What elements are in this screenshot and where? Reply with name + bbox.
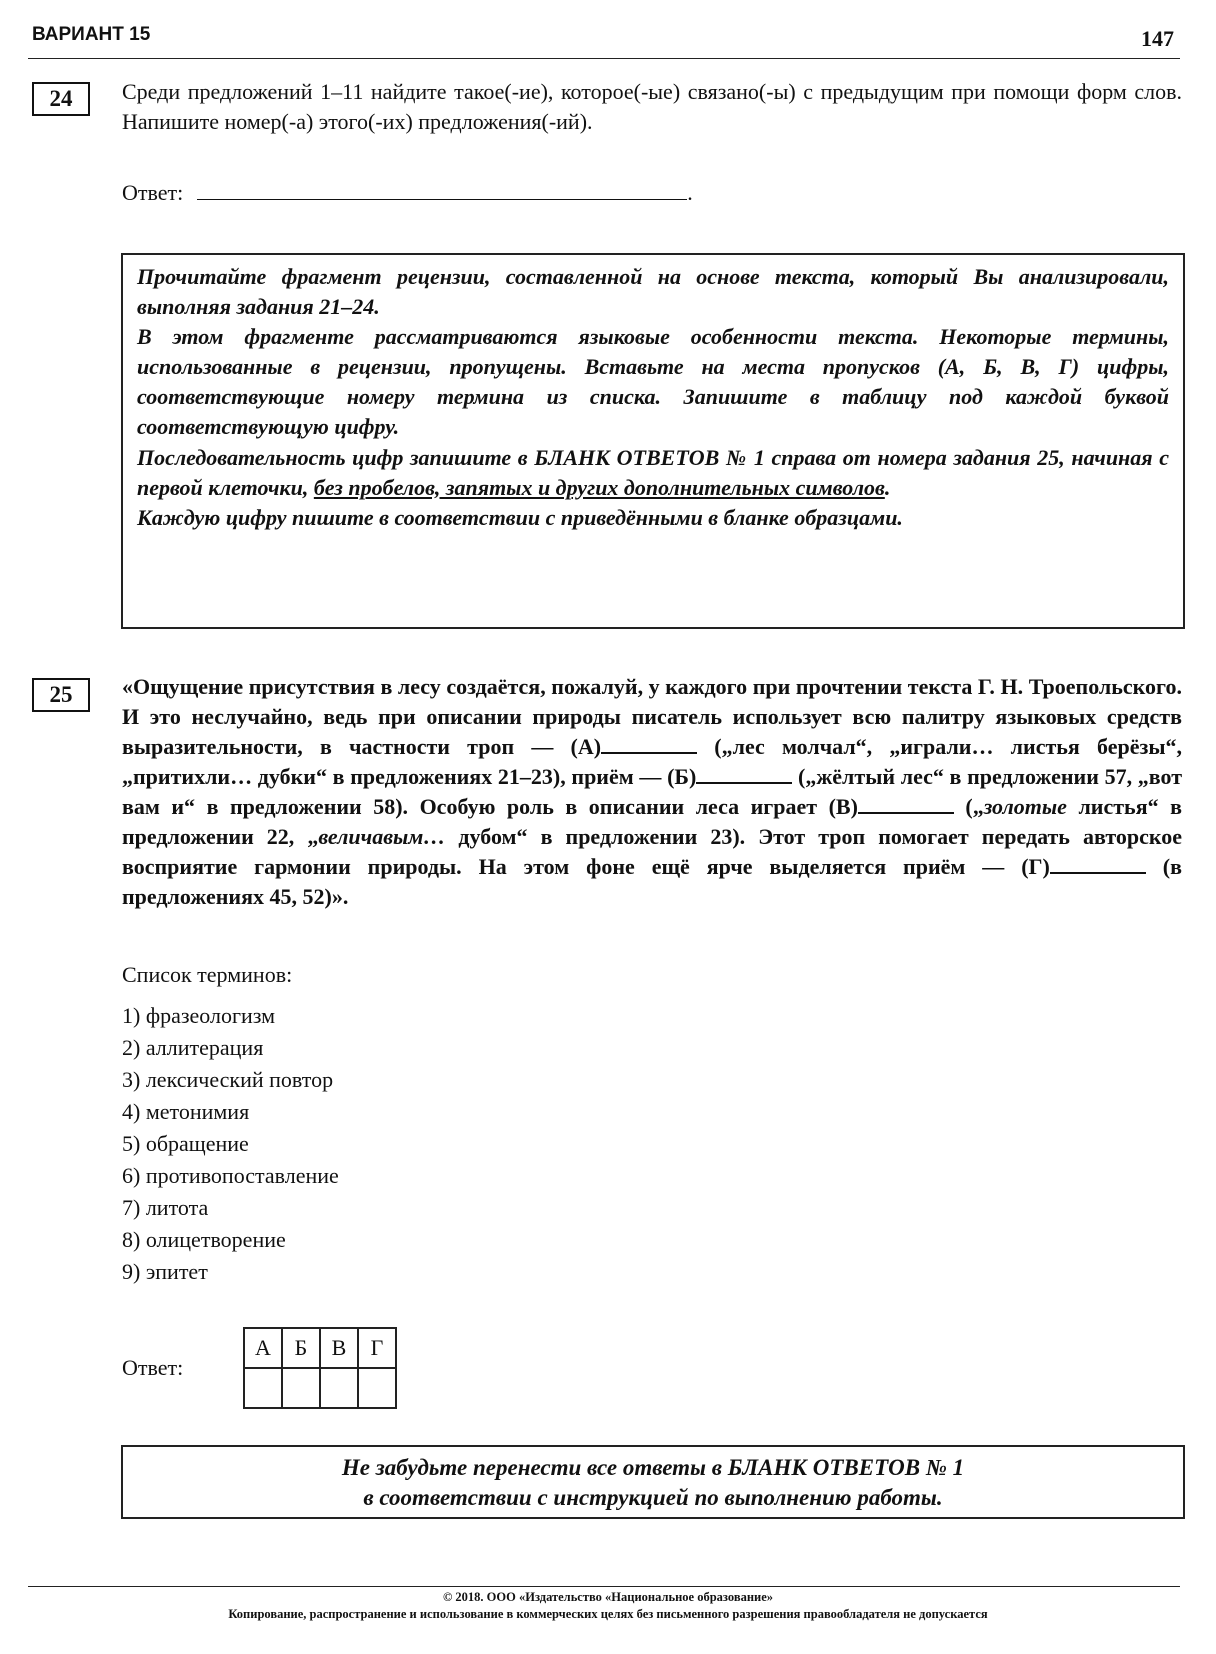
blank-b [696, 762, 792, 784]
instructions-p3 [137, 443, 1169, 503]
answer-cell-g[interactable] [358, 1368, 396, 1408]
footer-notice: Копирование, распространение и использование в коммерческих целях без письменного разрешения правообладателя не допускается [228, 1607, 988, 1621]
answer-cell-v[interactable] [320, 1368, 358, 1408]
answer-table [243, 1327, 397, 1409]
task-24-question: Среди предложений 1–11 найдите такое(-ие), которое(-ые) связано(-ы) с предыдущим при помощи форм слов. Напишите номер(-а) этого(-их) предложения(-ий). [122, 79, 1182, 134]
instructions-p3-end: . [884, 474, 891, 500]
term-item: 8) олицетворение [122, 1227, 286, 1252]
task-25-number: 25 [32, 678, 90, 712]
reminder-box [121, 1445, 1185, 1519]
passage-seg2: („лес молчал“, „играли… листья берёзы“, „притихли… дубки“ в предложениях 21–23), приём — (Б) [122, 734, 1183, 789]
task-24-answer [122, 177, 693, 206]
instructions-p3-start: Последовательность цифр запишите в БЛАНК ОТВЕТОВ № 1 справа от номера задания 25, начиная с первой клеточки, [137, 444, 1169, 500]
term-item: 5) обращение [122, 1131, 249, 1156]
passage-seg4c: дубом“ в предложении 23). Этот троп помогает передать авторское восприятие гармонии природы. На этом фоне ещё ярче выделяется приём — (Г) [122, 824, 1182, 879]
footer-divider [28, 1586, 1180, 1587]
footer-copyright: © 2018. ООО «Издательство «Национальное образование» [442, 1590, 774, 1604]
passage-italic-2: величавым… [318, 824, 446, 849]
passage-seg4a: („ [953, 794, 984, 819]
instructions-p1: Прочитайте фрагмент рецензии, составленной на основе текста, который Вы анализировали, выполняя задания 21–24. [137, 264, 1169, 320]
answer-header-b: Б [282, 1328, 320, 1368]
term-item: 2) аллитерация [122, 1035, 264, 1060]
passage-seg4b: листья“ в предложении 22, „ [122, 794, 1182, 849]
instructions-p2: В этом фрагменте рассматриваются языковые особенности текста. Некоторые термины, использованные в рецензии, пропущены. Вставьте на места пропусков (А, Б, В, Г) цифры, соответствующие номеру термина из списка. Запишите в таблицу под каждой буквой соответствующую цифру. [137, 324, 1169, 440]
term-item: 7) литота [122, 1195, 209, 1220]
reminder-line-2: в соответствии с инструкцией по выполнению работы. [363, 1485, 943, 1510]
blank-v [858, 792, 954, 814]
answer-header-g: Г [358, 1328, 396, 1368]
answer-header-v: В [320, 1328, 358, 1368]
answer-header-a: А [244, 1328, 282, 1368]
term-item: 6) противопоставление [122, 1163, 339, 1188]
term-item: 4) метонимия [122, 1099, 250, 1124]
passage-seg1: «Ощущение присутствия в лесу создаётся, пожалуй, у каждого при прочтении текста Г. Н. Троепольского. И это неслучайно, ведь при описании природы писатель использует всю палитру языковых средств выразительности, в частности троп — (А) [122, 674, 1182, 759]
term-item: 3) лексический повтор [122, 1067, 334, 1092]
passage-seg3: („жёлтый лес“ в предложении 57, „вот вам и“ в предложении 58). Особую роль в описании леса играет (В) [122, 764, 1183, 819]
term-item: 9) эпитет [122, 1259, 208, 1284]
passage-seg5: (в предложениях 45, 52)». [122, 854, 1182, 909]
task-25-passage [122, 672, 1182, 912]
reminder-line-1: Не забудьте перенести все ответы в БЛАНК ОТВЕТОВ № 1 [341, 1455, 965, 1480]
task-25-answer-label: Ответ: [122, 1355, 184, 1380]
answer-cell-b[interactable] [282, 1368, 320, 1408]
instructions-p4: Каждую цифру пишите в соответствии с приведёнными в бланке образцами. [137, 504, 903, 530]
blank-a [601, 732, 697, 754]
task-24-answer-period: . [687, 180, 693, 205]
header-divider [28, 58, 1180, 59]
task-24-number: 24 [32, 82, 90, 116]
terms-title: Список терминов: [122, 962, 293, 987]
task-24-answer-label: Ответ: [122, 180, 184, 205]
answer-cell-a[interactable] [244, 1368, 282, 1408]
blank-g [1050, 852, 1146, 874]
variant-title: ВАРИАНТ 15 [32, 24, 151, 45]
term-item: 1) фразеологизм [122, 1003, 276, 1028]
terms-list [122, 1000, 339, 1288]
passage-italic-1: золотые [983, 794, 1067, 819]
instructions-box [121, 253, 1185, 629]
page-number: 147 [1141, 26, 1174, 51]
instructions-p3-underlined: без пробелов, запятых и других дополнительных символов [313, 474, 885, 500]
task-24-answer-field[interactable] [197, 177, 687, 200]
